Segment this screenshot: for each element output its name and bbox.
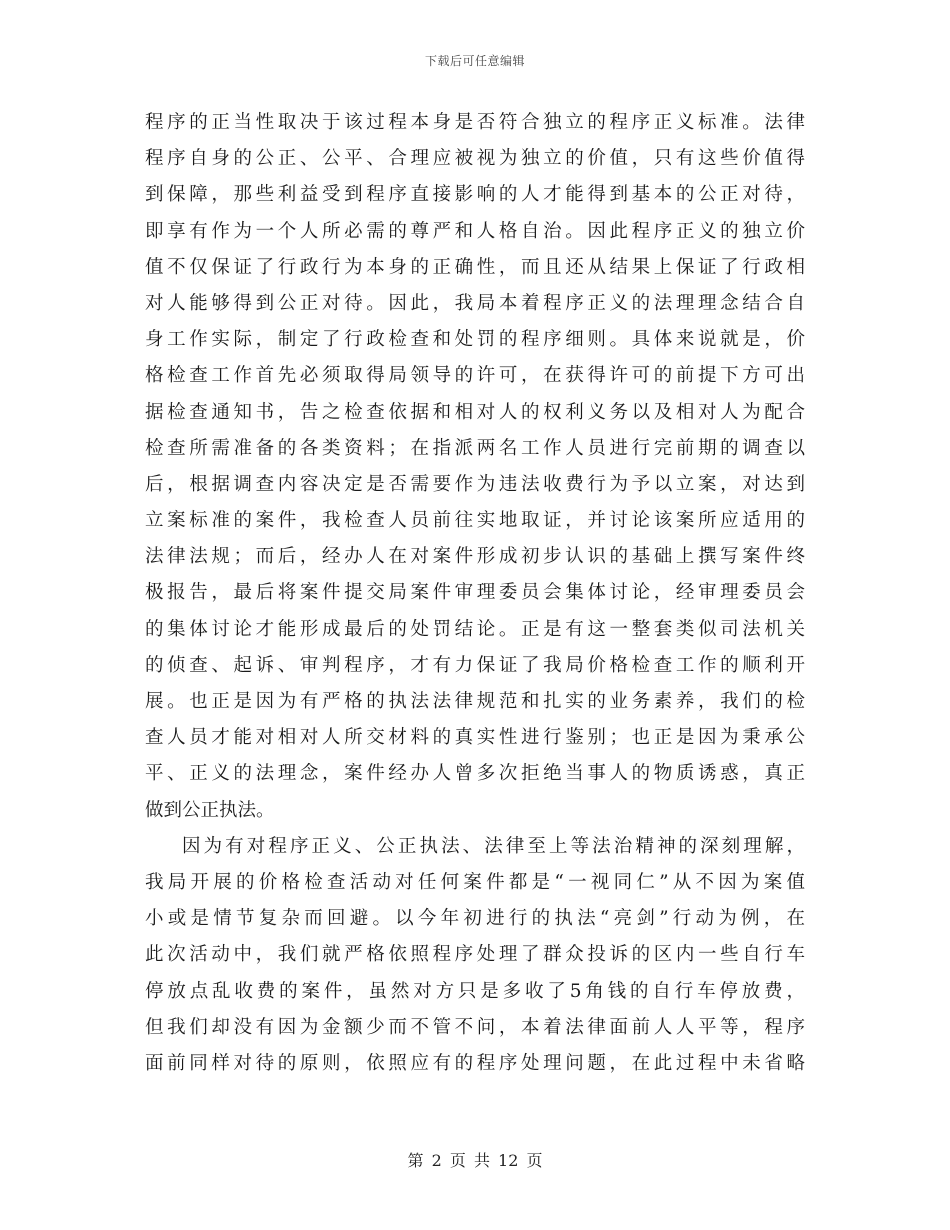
- text-line: 因为有对程序正义、公正执法、法律至上等法治精神的深刻理解，: [182, 835, 805, 857]
- text-line: 后，根据调查内容决定是否需要作为违法收费行为予以立案，对达到: [145, 473, 805, 495]
- paragraph: [145, 105, 805, 829]
- text-line: 此次活动中，我们就严格依照程序处理了群众投诉的区内一些自行车: [145, 944, 805, 966]
- text-line: 值不仅保证了行政行为本身的正确性，而且还从结果上保证了行政相: [145, 256, 805, 278]
- text-line: 程序的正当性取决于该过程本身是否符合独立的程序正义标准。法律: [145, 112, 805, 133]
- text-line: 程序自身的公正、公平、合理应被视为独立的价值，只有这些价值得: [145, 148, 805, 170]
- text-line: 停放点乱收费的案件，虽然对方只是多收了5角钱的自行车停放费，: [145, 980, 805, 1002]
- paragraph: [145, 829, 805, 1082]
- text-line: 格检查工作首先必须取得局领导的许可，在获得许可的前提下方可出: [145, 365, 805, 387]
- text-line: 即享有作为一个人所必需的尊严和人格自治。因此程序正义的独立价: [145, 220, 805, 242]
- page-header: 下载后可任意编辑: [424, 54, 525, 68]
- text-line: 法律法规；而后，经办人在对案件形成初步认识的基础上撰写案件终: [145, 546, 805, 568]
- page-number-footer: 第 2 页 共 12 页: [407, 1151, 543, 1170]
- text-line: 检查所需准备的各类资料；在指派两名工作人员进行完前期的调查以: [145, 437, 805, 459]
- text-line: 到保障，那些利益受到程序直接影响的人才能得到基本的公正对待，: [145, 184, 805, 206]
- text-line: 平、正义的法理念，案件经办人曾多次拒绝当事人的物质诱惑，真正: [145, 763, 805, 785]
- text-line: 但我们却没有因为金额少而不管不问，本着法律面前人人平等，程序: [145, 1016, 805, 1038]
- text-line: 小或是情节复杂而回避。以今年初进行的执法“亮剑”行动为例，在: [145, 908, 805, 930]
- text-line: 据检查通知书，告之检查依据和相对人的权利义务以及相对人为配合: [145, 401, 805, 423]
- text-line: 做到公正执法。: [145, 799, 275, 821]
- text-line: 面前同样对待的原则，依照应有的程序处理问题，在此过程中未省略: [145, 1052, 805, 1074]
- text-line: 我局开展的价格检查活动对任何案件都是“一视同仁”从不因为案值: [145, 871, 805, 893]
- text-line: 极报告，最后将案件提交局案件审理委员会集体讨论，经审理委员会: [145, 582, 805, 604]
- text-line: 身工作实际，制定了行政检查和处罚的程序细则。具体来说就是，价: [145, 329, 805, 351]
- text-line: 立案标准的案件，我检查人员前往实地取证，并讨论该案所应适用的: [145, 510, 805, 532]
- document-body: [145, 105, 805, 1082]
- text-line: 的集体讨论才能形成最后的处罚结论。正是有这一整套类似司法机关: [145, 618, 805, 640]
- text-line: 展。也正是因为有严格的执法法律规范和扎实的业务素养，我们的检: [145, 691, 805, 712]
- text-line: 查人员才能对相对人所交材料的真实性进行鉴别；也正是因为秉承公: [145, 727, 805, 749]
- text-line: 对人能够得到公正对待。因此，我局本着程序正义的法理理念结合自: [145, 292, 805, 314]
- text-line: 的侦查、起诉、审判程序，才有力保证了我局价格检查工作的顺利开: [145, 654, 805, 676]
